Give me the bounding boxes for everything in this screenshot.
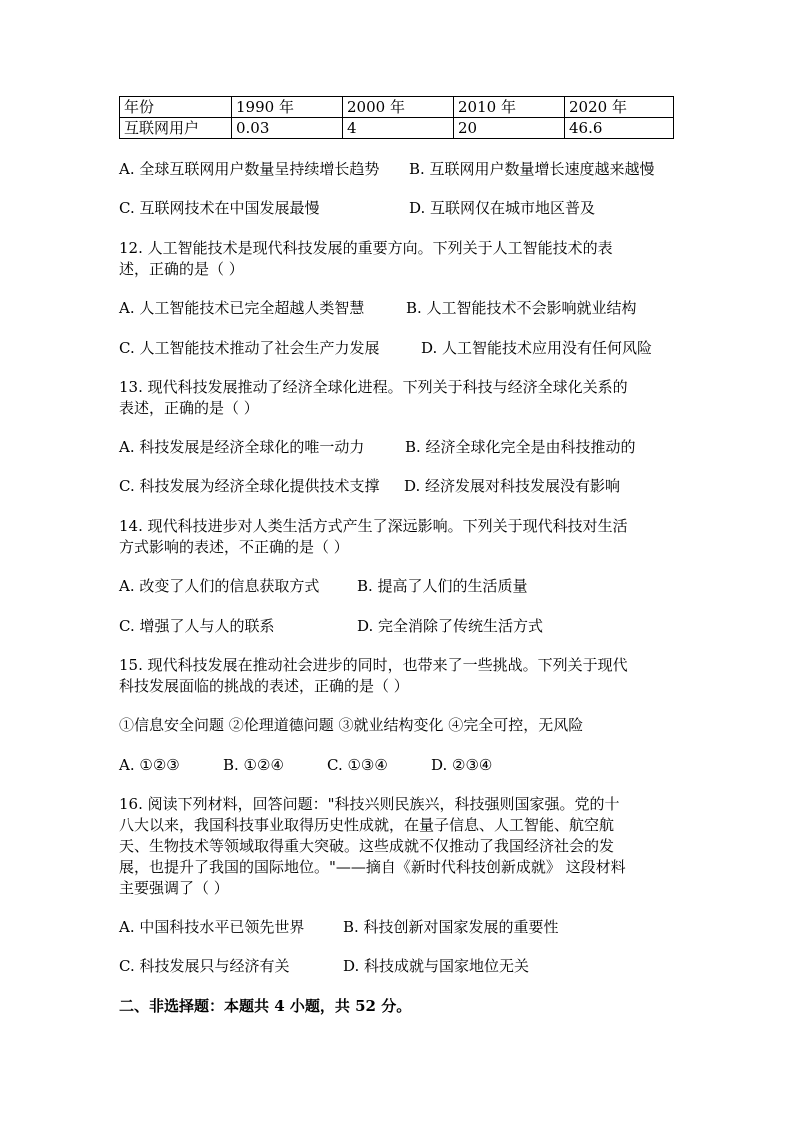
q12-option-a: A. 人工智能技术已完全超越人类智慧: [119, 299, 365, 317]
q14-stem-line1: 14. 现代科技进步对人类生活方式产生了深远影响。下列关于现代科技对生活: [119, 517, 628, 535]
table-cell: 2000 年: [343, 97, 454, 118]
q15-stem-line1: 15. 现代科技发展在推动社会进步的同时，也带来了一些挑战。下列关于现代: [119, 656, 628, 674]
q14-option-a: A. 改变了人们的信息获取方式: [119, 577, 320, 595]
q16-stem-line5: 主要强调了（ ）: [119, 879, 229, 897]
q11-option-c: C. 互联网技术在中国发展最慢: [119, 199, 320, 217]
table-cell: 1990 年: [232, 97, 343, 118]
q11-option-a: A. 全球互联网用户数量呈持续增长趋势: [119, 160, 380, 178]
q15-option-a: A. ①②③: [119, 756, 180, 774]
q16-option-c: C. 科技发展只与经济有关: [119, 957, 290, 975]
q16-option-b: B. 科技创新对国家发展的重要性: [343, 918, 559, 936]
table-cell: 46.6: [565, 118, 674, 139]
table-cell: 20: [454, 118, 565, 139]
q13-option-c: C. 科技发展为经济全球化提供技术支撑: [119, 477, 380, 495]
table-cell: 互联网用户: [120, 118, 232, 139]
table-cell: 2020 年: [565, 97, 674, 118]
q15-option-c: C. ①③④: [327, 756, 388, 774]
q11-options-row2: [119, 198, 595, 219]
q14-option-b: B. 提高了人们的生活质量: [357, 577, 528, 595]
q13-stem-line1: 13. 现代科技发展推动了经济全球化进程。下列关于科技与经济全球化关系的: [119, 378, 628, 396]
q12-option-b: B. 人工智能技术不会影响就业结构: [406, 299, 637, 317]
q15-option-b: B. ①②④: [223, 756, 284, 774]
q16-options-row1: [119, 917, 559, 938]
table-row: [120, 118, 674, 139]
q14-option-d: D. 完全消除了传统生活方式: [357, 617, 544, 635]
q12-options-row2: [119, 338, 652, 359]
q13-options-row2: [119, 476, 620, 497]
q13-option-a: A. 科技发展是经济全球化的唯一动力: [119, 438, 365, 456]
q11-options-row1: [119, 159, 655, 180]
q13-options-row1: [119, 437, 636, 458]
section-heading: 二、非选择题：本题共 4 小题，共 52 分。: [119, 997, 412, 1015]
q16-stem-line2: 八大以来，我国科技事业取得历史性成就，在量子信息、人工智能、航空航: [119, 816, 615, 834]
q15-stem-line2: 科技发展面临的挑战的表述，正确的是（ ）: [119, 677, 409, 695]
q16-options-row2: [119, 956, 529, 977]
table-cell: 年份: [120, 97, 232, 118]
q16-option-a: A. 中国科技水平已领先世界: [119, 918, 305, 936]
q14-option-c: C. 增强了人与人的联系: [119, 617, 275, 635]
q12-option-c: C. 人工智能技术推动了社会生产力发展: [119, 339, 380, 357]
q15-option-d: D. ②③④: [431, 756, 493, 774]
table-header-row: [120, 97, 674, 118]
q15-items: ①信息安全问题 ②伦理道德问题 ③就业结构变化 ④完全可控，无风险: [119, 716, 584, 734]
table-cell: 4: [343, 118, 454, 139]
q14-stem-line2: 方式影响的表述，不正确的是（ ）: [119, 538, 349, 556]
q16-option-d: D. 科技成就与国家地位无关: [343, 957, 530, 975]
q13-option-d: D. 经济发展对科技发展没有影响: [404, 477, 621, 495]
q16-stem-line4: 展，也提升了我国的国际地位。"——摘自《新时代科技创新成就》 这段材料: [119, 858, 626, 876]
q16-stem-line1: 16. 阅读下列材料，回答问题："科技兴则民族兴，科技强则国家强。党的十: [119, 795, 620, 813]
q12-options-row1: [119, 298, 637, 319]
q12-stem-line2: 述，正确的是（ ）: [119, 260, 244, 278]
table-cell: 0.03: [232, 118, 343, 139]
q11-option-b: B. 互联网用户数量增长速度越来越慢: [409, 160, 655, 178]
table-cell: 2010 年: [454, 97, 565, 118]
q11-option-d: D. 互联网仅在城市地区普及: [409, 199, 596, 217]
q14-options-row2: [119, 616, 543, 637]
q13-option-b: B. 经济全球化完全是由科技推动的: [405, 438, 636, 456]
q12-stem-line1: 12. 人工智能技术是现代科技发展的重要方向。下列关于人工智能技术的表: [119, 239, 613, 257]
q14-options-row1: [119, 576, 528, 597]
internet-users-table: [119, 96, 674, 139]
q15-options: [119, 755, 492, 776]
q16-stem-line3: 天、生物技术等领域取得重大突破。这些成就不仅推动了我国经济社会的发: [119, 837, 615, 855]
q12-option-d: D. 人工智能技术应用没有任何风险: [421, 339, 653, 357]
q13-stem-line2: 表述，正确的是（ ）: [119, 399, 259, 417]
